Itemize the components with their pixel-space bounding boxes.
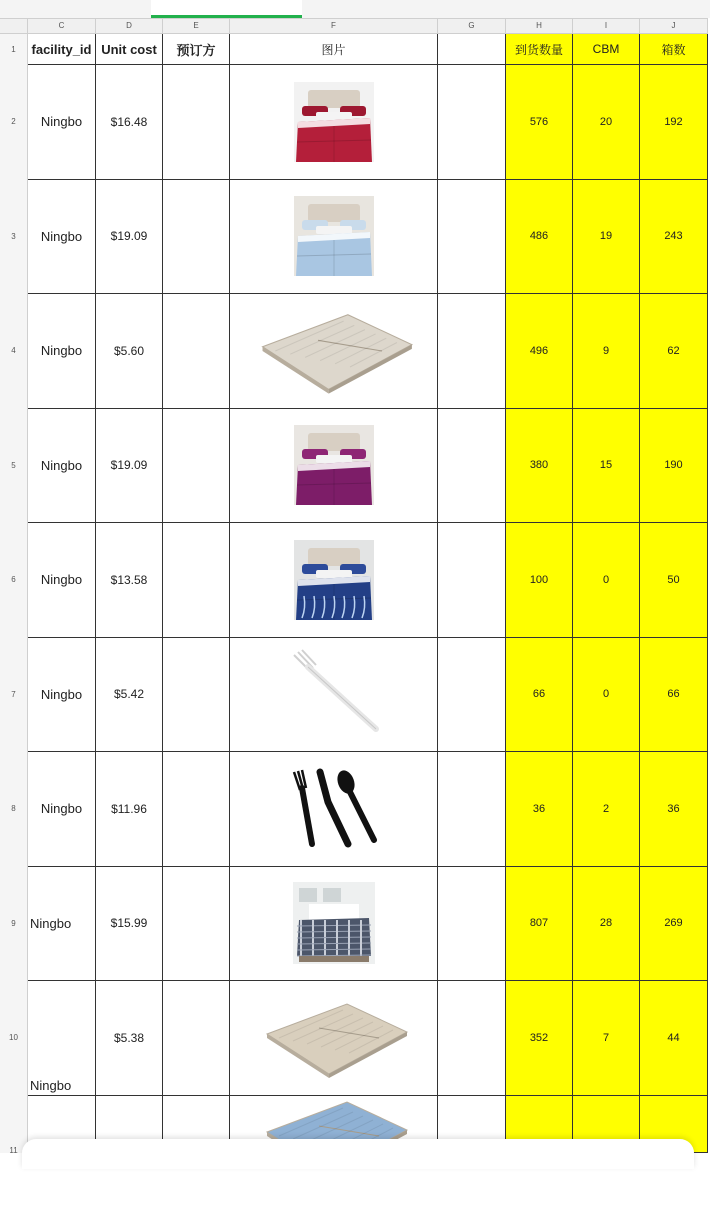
unit-cost-cell-text: $15.99	[110, 916, 148, 931]
column-header-d[interactable]: D	[96, 18, 163, 34]
unit-cost-cell-text: $5.38	[113, 1030, 145, 1045]
empty-g-cell[interactable]	[438, 65, 506, 180]
row-header[interactable]: 4	[0, 294, 28, 409]
facility-cell[interactable]	[28, 867, 96, 982]
cartons-cell[interactable]	[640, 409, 708, 524]
arrival-qty-cell-text: 496	[529, 344, 549, 357]
facility-cell[interactable]	[28, 409, 96, 524]
arrival-qty-cell-text: 380	[529, 459, 549, 472]
cartons-cell[interactable]	[640, 638, 708, 753]
arrival-qty-cell[interactable]	[506, 409, 573, 524]
comforter-purple-icon[interactable]	[294, 425, 374, 505]
column-header-e[interactable]: E	[163, 18, 230, 34]
facility-cell-text: Ningbo	[40, 114, 83, 130]
arrival-qty-cell[interactable]	[506, 65, 573, 180]
cbm-cell[interactable]	[573, 867, 640, 982]
picture-cell[interactable]	[230, 981, 438, 1096]
cartons-cell[interactable]	[640, 867, 708, 982]
row-header[interactable]: 3	[0, 180, 28, 295]
bedding-plaid-icon[interactable]	[293, 882, 375, 964]
unit-cost-cell[interactable]	[96, 180, 163, 295]
header-empty-g[interactable]	[438, 34, 506, 65]
plastic-fork-white-icon[interactable]	[284, 649, 384, 739]
unit-cost-cell-text: $13.58	[110, 572, 148, 587]
booker-cell[interactable]	[163, 981, 230, 1096]
cartons-cell[interactable]	[640, 180, 708, 295]
picture-cell[interactable]	[230, 409, 438, 524]
header-arrival-qty-text: 到货数量	[514, 42, 563, 57]
facility-cell[interactable]	[28, 752, 96, 867]
picture-cell[interactable]	[230, 867, 438, 982]
unit-cost-cell[interactable]	[96, 867, 163, 982]
row-header[interactable]: 1	[0, 34, 28, 65]
picture-cell[interactable]	[230, 523, 438, 638]
picture-cell[interactable]	[230, 65, 438, 180]
cartons-cell-text: 66	[667, 688, 680, 701]
cartons-cell[interactable]	[640, 294, 708, 409]
cbm-cell[interactable]	[573, 523, 640, 638]
arrival-qty-cell-text: 576	[529, 115, 549, 128]
cartons-cell[interactable]	[640, 65, 708, 180]
quilt-beige-folded-icon[interactable]	[254, 308, 414, 394]
facility-cell-text: Ningbo	[40, 686, 83, 702]
facility-cell[interactable]	[28, 294, 96, 409]
arrival-qty-cell-text: 486	[529, 230, 549, 243]
column-header-i[interactable]: I	[573, 18, 640, 34]
unit-cost-cell-text: $11.96	[111, 801, 147, 816]
row-header[interactable]: 2	[0, 65, 28, 180]
facility-cell-text: Ningbo	[30, 1077, 72, 1093]
empty-g-cell[interactable]	[438, 180, 506, 295]
header-facility-id[interactable]	[28, 34, 96, 65]
arrival-qty-cell[interactable]	[506, 180, 573, 295]
unit-cost-cell[interactable]	[96, 409, 163, 524]
header-booker-text: 预订方	[176, 42, 216, 58]
cbm-cell-text: 15	[599, 459, 613, 472]
column-header-c[interactable]: C	[28, 18, 96, 34]
facility-cell-text: Ningbo	[40, 572, 83, 588]
unit-cost-cell[interactable]	[96, 752, 163, 867]
header-booker[interactable]	[163, 34, 230, 65]
cartons-cell-text: 190	[664, 459, 683, 472]
facility-cell-text: Ningbo	[40, 343, 83, 359]
sheet-tab-strip	[0, 0, 710, 18]
cartons-cell[interactable]	[640, 981, 708, 1096]
cbm-cell-text: 2	[602, 802, 610, 815]
header-unit-cost-text: Unit cost	[101, 41, 157, 57]
unit-cost-cell[interactable]	[96, 65, 163, 180]
arrival-qty-cell-text: 352	[529, 1031, 549, 1044]
row-header[interactable]: 10	[0, 981, 28, 1096]
empty-g-cell[interactable]	[438, 409, 506, 524]
arrival-qty-cell-text: 807	[529, 917, 549, 930]
cbm-cell[interactable]	[573, 981, 640, 1096]
header-arrival-qty[interactable]	[506, 34, 573, 65]
arrival-qty-cell[interactable]	[506, 981, 573, 1096]
row-header[interactable]: 8	[0, 752, 28, 867]
cartons-cell-text: 44	[667, 1031, 680, 1044]
unit-cost-cell-text: $16.48	[110, 114, 148, 129]
active-sheet-tab[interactable]	[151, 0, 302, 18]
booker-cell[interactable]	[163, 409, 230, 524]
header-picture-text: 图片	[321, 42, 346, 57]
facility-cell-text: Ningbo	[30, 915, 72, 931]
row-header[interactable]: 6	[0, 523, 28, 638]
booker-cell[interactable]	[163, 523, 230, 638]
header-cbm[interactable]	[573, 34, 640, 65]
column-header-j[interactable]: J	[640, 18, 708, 34]
arrival-qty-cell[interactable]	[506, 867, 573, 982]
empty-g-cell[interactable]	[438, 752, 506, 867]
comforter-light-blue-icon[interactable]	[294, 196, 374, 276]
unit-cost-cell-text: $19.09	[110, 229, 148, 244]
facility-cell[interactable]	[28, 180, 96, 295]
unit-cost-cell[interactable]	[96, 981, 163, 1096]
header-picture[interactable]	[230, 34, 438, 65]
cartons-cell-text: 62	[667, 344, 680, 357]
arrival-qty-cell[interactable]	[506, 523, 573, 638]
empty-g-cell[interactable]	[438, 638, 506, 753]
booker-cell[interactable]	[163, 294, 230, 409]
picture-cell[interactable]	[230, 294, 438, 409]
unit-cost-cell[interactable]	[96, 523, 163, 638]
empty-g-cell[interactable]	[438, 294, 506, 409]
unit-cost-cell-text: $19.09	[110, 458, 148, 473]
cbm-cell-text: 28	[599, 917, 613, 930]
facility-cell-text: Ningbo	[40, 228, 83, 244]
unit-cost-cell[interactable]	[96, 294, 163, 409]
cbm-cell[interactable]	[573, 65, 640, 180]
facility-cell-text: Ningbo	[40, 801, 83, 817]
facility-cell[interactable]	[28, 638, 96, 753]
row-header[interactable]: 9	[0, 867, 28, 982]
empty-g-cell[interactable]	[438, 523, 506, 638]
facility-cell[interactable]	[28, 981, 96, 1096]
header-unit-cost[interactable]	[96, 34, 163, 65]
empty-g-cell[interactable]	[438, 981, 506, 1096]
booker-cell[interactable]	[163, 180, 230, 295]
cartons-cell-text: 50	[667, 573, 680, 586]
cbm-cell-text: 7	[602, 1031, 610, 1044]
arrival-qty-cell-text: 66	[532, 688, 546, 701]
booker-cell[interactable]	[163, 867, 230, 982]
cbm-cell-text: 9	[602, 344, 610, 357]
cbm-cell-text: 0	[602, 688, 610, 701]
cbm-cell-text: 19	[599, 230, 613, 243]
cartons-cell-text: 269	[664, 917, 683, 930]
unit-cost-cell-text: $5.42	[113, 687, 145, 702]
header-cartons[interactable]	[640, 34, 708, 65]
row-header[interactable]: 7	[0, 638, 28, 753]
cartons-cell[interactable]	[640, 752, 708, 867]
black-cutlery-set-icon[interactable]	[284, 768, 384, 850]
header-cartons-text: 箱数	[661, 42, 686, 57]
booker-cell[interactable]	[163, 638, 230, 753]
unit-cost-cell[interactable]	[96, 638, 163, 753]
column-header-h[interactable]: H	[506, 18, 573, 34]
cbm-cell-text: 20	[599, 115, 613, 128]
cbm-cell[interactable]	[573, 294, 640, 409]
column-header-g[interactable]: G	[438, 18, 506, 34]
header-facility-id-text: facility_id	[31, 41, 92, 57]
cbm-cell[interactable]	[573, 180, 640, 295]
arrival-qty-cell[interactable]	[506, 638, 573, 753]
column-header-f[interactable]: F	[230, 18, 438, 34]
facility-cell[interactable]	[28, 65, 96, 180]
cbm-cell[interactable]	[573, 638, 640, 753]
facility-cell[interactable]	[28, 523, 96, 638]
select-all-corner[interactable]	[0, 18, 28, 34]
picture-cell[interactable]	[230, 180, 438, 295]
cartons-cell-text: 243	[664, 230, 683, 243]
cartons-cell-text: 192	[664, 115, 683, 128]
row-header[interactable]: 11	[0, 1096, 28, 1154]
cbm-cell[interactable]	[573, 752, 640, 867]
arrival-qty-cell-text: 36	[532, 802, 546, 815]
booker-cell[interactable]	[163, 65, 230, 180]
picture-cell[interactable]	[230, 638, 438, 753]
header-cbm-text: CBM	[592, 42, 620, 56]
cbm-cell[interactable]	[573, 409, 640, 524]
unit-cost-cell-text: $5.60	[113, 343, 145, 358]
arrival-qty-cell-text: 100	[529, 573, 549, 586]
comforter-red-icon[interactable]	[294, 82, 374, 162]
picture-cell[interactable]	[230, 752, 438, 867]
row-header[interactable]: 5	[0, 409, 28, 524]
bottom-sheet-panel[interactable]	[22, 1139, 694, 1169]
comforter-navy-leaf-icon[interactable]	[294, 540, 374, 620]
quilt-beige-diamond-icon[interactable]	[259, 998, 409, 1078]
booker-cell[interactable]	[163, 752, 230, 867]
arrival-qty-cell[interactable]	[506, 752, 573, 867]
empty-g-cell[interactable]	[438, 867, 506, 982]
cbm-cell-text: 0	[602, 573, 610, 586]
cartons-cell-text: 36	[667, 802, 680, 815]
arrival-qty-cell[interactable]	[506, 294, 573, 409]
cartons-cell[interactable]	[640, 523, 708, 638]
facility-cell-text: Ningbo	[40, 457, 83, 473]
